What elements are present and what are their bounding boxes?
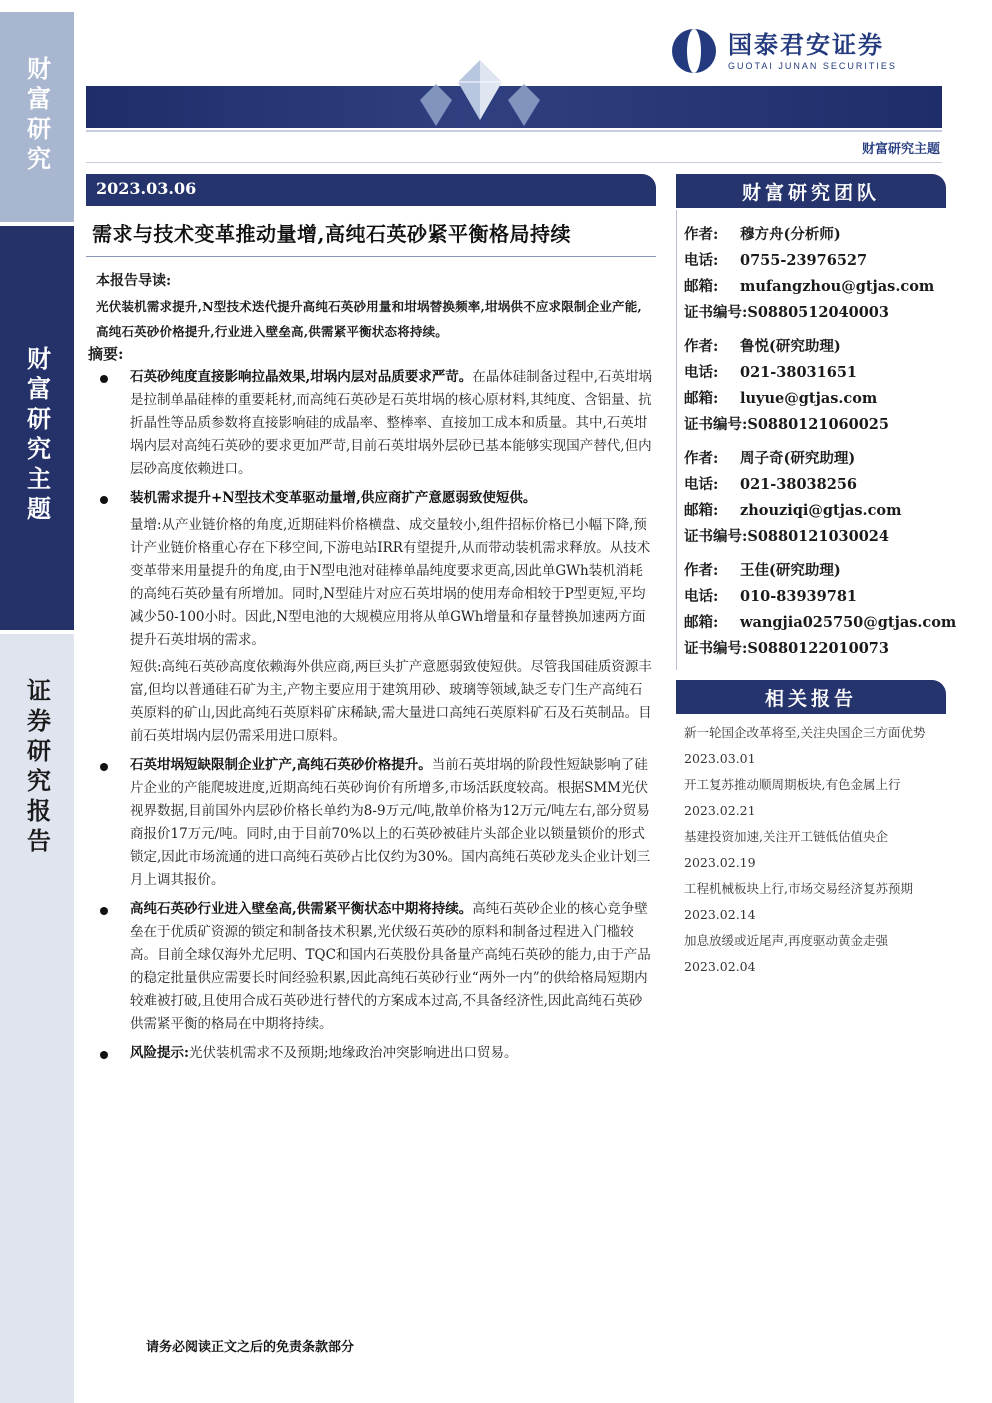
related-reports-heading: 相关报告 [676,680,946,714]
email-key: 邮箱: [684,390,719,407]
side-label-middle: 财富研究主题 [22,346,52,526]
related-report-date: 2023.02.14 [684,907,756,922]
bullet-lead: 装机需求提升+N型技术变革驱动量增,供应商扩产意愿弱致使短供。 [130,490,537,506]
author-name: 王佳(研究助理) [740,562,841,579]
title-divider [86,256,656,257]
author-phone: 021-38031651 [740,364,857,381]
author-card [684,558,957,662]
brand-logo-text [728,31,897,71]
cert-key: 证书编号: [684,416,748,433]
author-cert: S0880121030024 [747,528,889,545]
email-key: 邮箱: [684,278,719,295]
cert-key: 证书编号: [684,528,748,545]
summary-bullets [96,366,652,1071]
author-list [684,222,957,670]
cert-key: 证书编号: [684,304,748,321]
summary-bullet [96,366,652,481]
bullet-dot-icon [100,763,108,771]
diamond-graphic-icon [400,56,560,130]
related-reports-list [684,720,950,980]
bullet-dot-icon [100,375,108,383]
date-bar [86,174,656,206]
related-report-item[interactable] [684,772,950,824]
header-divider [86,162,942,163]
summary-bullet [96,487,652,748]
footer-disclaimer: 请务必阅读正文之后的免责条款部分 [146,1340,355,1355]
side-segment-middle [0,226,74,630]
email-key: 邮箱: [684,614,719,631]
author-card [684,222,946,326]
author-cert: S0880512040003 [747,304,889,321]
bullet-dot-icon [100,496,108,504]
author-key: 作者: [684,450,719,467]
related-report-item[interactable] [684,824,950,876]
author-email[interactable]: mufangzhou@gtjas.com [740,278,935,295]
author-name: 穆方舟(分析师) [740,226,841,243]
theme-tag: 财富研究主题 [861,142,940,157]
bullet-lead: 风险提示: [130,1045,189,1061]
summary-bullet [96,898,652,1036]
bullet-text: 量增:从产业链价格的角度,近期硅料价格横盘、成交量较小,组件招标价格已小幅下降,预计产业链价格重心存在下移空间,下游电站IRR有望提升,从而带动装机需求释放。从技术变革带来用量提升的角度,由于N型电池对硅棒单晶纯度要求更高,因此单GWh装机消耗的高纯石英砂量有所增加。同时,N型硅片对应石英坩埚的使用寿命相较于P型更短,平均减少50-100小时。因此,N型电池的大规模应用将从单GWh增量和存量替换加速两方面提升石英坩埚的需求。 [130,517,651,648]
author-key: 作者: [684,226,719,243]
related-report-date: 2023.02.21 [684,803,756,818]
author-key: 作者: [684,338,719,355]
cert-key: 证书编号: [684,640,748,657]
side-segment-top [0,12,74,222]
author-email[interactable]: wangjia025750@gtjas.com [740,614,957,631]
brand-name-en: GUOTAI JUNAN SECURITIES [728,61,897,71]
bullet-text: 当前石英坩埚的阶段性短缺影响了硅片企业的产能爬坡进度,近期高纯石英砂询价有所增多,市场活跃度较高。根据SMM光伏视界数据,目前国外内层砂价格长单约为8-9万元/吨,散单价格为12万元/吨左右,部分贸易商报价17万元/吨。同时,由于目前70%以上的石英砂被硅片头部企业以锁量锁价的形式锁定,因此市场流通的进口高纯石英砂占比仅约为30%。国内高纯石英砂龙头企业计划三月上调其报价。 [130,757,651,888]
bullet-text: 光伏装机需求不及预期;地缘政治冲突影响进出口贸易。 [188,1045,518,1061]
related-report-title: 开工复苏推动顺周期板块,有色金属上行 [684,777,901,792]
author-phone: 0755-23976527 [740,252,868,269]
bullet-lead: 石英砂纯度直接影响拉晶效果,坩埚内层对品质要求严苛。 [130,369,473,385]
email-key: 邮箱: [684,502,719,519]
phone-key: 电话: [684,476,719,493]
author-card [684,446,946,550]
related-report-item[interactable] [684,720,950,772]
brand-name-cn: 国泰君安证券 [728,31,884,59]
team-divider [676,210,677,670]
brand-logo [672,28,942,74]
side-segment-bottom [0,634,74,1403]
banner-underline [86,130,942,132]
summary-heading: 摘要: [88,345,124,363]
phone-key: 电话: [684,252,719,269]
bullet-dot-icon [100,1051,108,1059]
phone-key: 电话: [684,588,719,605]
report-date: 2023.03.06 [96,179,197,198]
phone-key: 电话: [684,364,719,381]
related-report-title: 新一轮国企改革将至,关注央国企三方面优势 [684,725,926,740]
summary-bullet [96,754,652,892]
author-email[interactable]: luyue@gtjas.com [740,390,878,407]
side-label-top: 财富研究 [22,56,52,176]
related-report-item[interactable] [684,928,950,980]
author-cert: S0880122010073 [747,640,889,657]
guide-text: 光伏装机需求提升,N型技术迭代提升高纯石英砂用量和坩埚替换频率,坩埚供不应求限制企业产能,高纯石英砂价格提升,行业进入壁垒高,供需紧平衡状态将持续。 [96,299,642,339]
author-phone: 010-83939781 [740,588,857,605]
related-report-title: 基建投资加速,关注开工链低估值央企 [684,829,888,844]
bullet-text: 在晶体硅制备过程中,石英坩埚是拉制单晶硅棒的重要耗材,而高纯石英砂是石英坩埚的核心原材料,其纯度、含铝量、抗折晶性等品质参数将直接影响硅的成晶率、整棒率、直接加工成本和质量。其中,石英坩埚内层对高纯石英砂的要求更加严苛,目前石英坩埚外层砂已基本能够实现国产替代,但内层砂高度依赖进口。 [130,369,652,477]
guide-heading: 本报告导读: [96,273,172,289]
bullet-lead: 石英坩埚短缺限制企业扩产,高纯石英砂价格提升。 [130,757,432,773]
author-name: 周子奇(研究助理) [740,450,856,467]
related-report-date: 2023.02.19 [684,855,756,870]
report-title: 需求与技术变革推动量增,高纯石英砂紧平衡格局持续 [92,222,571,246]
related-report-date: 2023.02.04 [684,959,756,974]
side-label-bottom: 证券研究报告 [22,678,52,858]
author-name: 鲁悦(研究助理) [740,338,841,355]
author-key: 作者: [684,562,719,579]
summary-bullet [96,1042,652,1065]
brand-logo-icon [672,29,716,73]
author-card [684,334,946,438]
bullet-dot-icon [100,907,108,915]
related-report-title: 工程机械板块上行,市场交易经济复苏预期 [684,881,913,896]
related-report-title: 加息放缓或近尾声,再度驱动黄金走强 [684,933,888,948]
author-email[interactable]: zhouziqi@gtjas.com [740,502,902,519]
left-side-band [0,0,74,1403]
bullet-text: 短供:高纯石英砂高度依赖海外供应商,两巨头扩产意愿弱致使短供。尽管我国硅质资源丰富,但均以普通硅石矿为主,产物主要应用于建筑用砂、玻璃等领域,缺乏专门生产高纯石英原料的矿山,因此高纯石英原料矿床稀缺,需大量进口高纯石英原料矿石及石英制品。目前石英坩埚内层仍需采用进口原料。 [130,659,652,744]
bullet-lead: 高纯石英砂行业进入壁垒高,供需紧平衡状态中期将持续。 [130,901,473,917]
team-heading: 财富研究团队 [676,174,946,208]
author-cert: S0880121060025 [747,416,889,433]
related-report-item[interactable] [684,876,950,928]
author-phone: 021-38038256 [740,476,857,493]
bullet-text: 高纯石英砂企业的核心竞争壁垒在于优质矿资源的锁定和制备技术积累,光伏级石英砂的原料和制备过程进入门槛较高。目前全球仅海外尤尼明、TQC和国内石英股份具备量产高纯石英砂的能力,由于产品的稳定批量供应需要长时间经验积累,因此高纯石英砂行业“两外一内”的供给格局短期内较难被打破,且使用合成石英砂进行替代的方案成本过高,不具备经济性,因此高纯石英砂供需紧平衡的格局在中期将持续。 [130,901,651,1032]
related-report-date: 2023.03.01 [684,751,756,766]
